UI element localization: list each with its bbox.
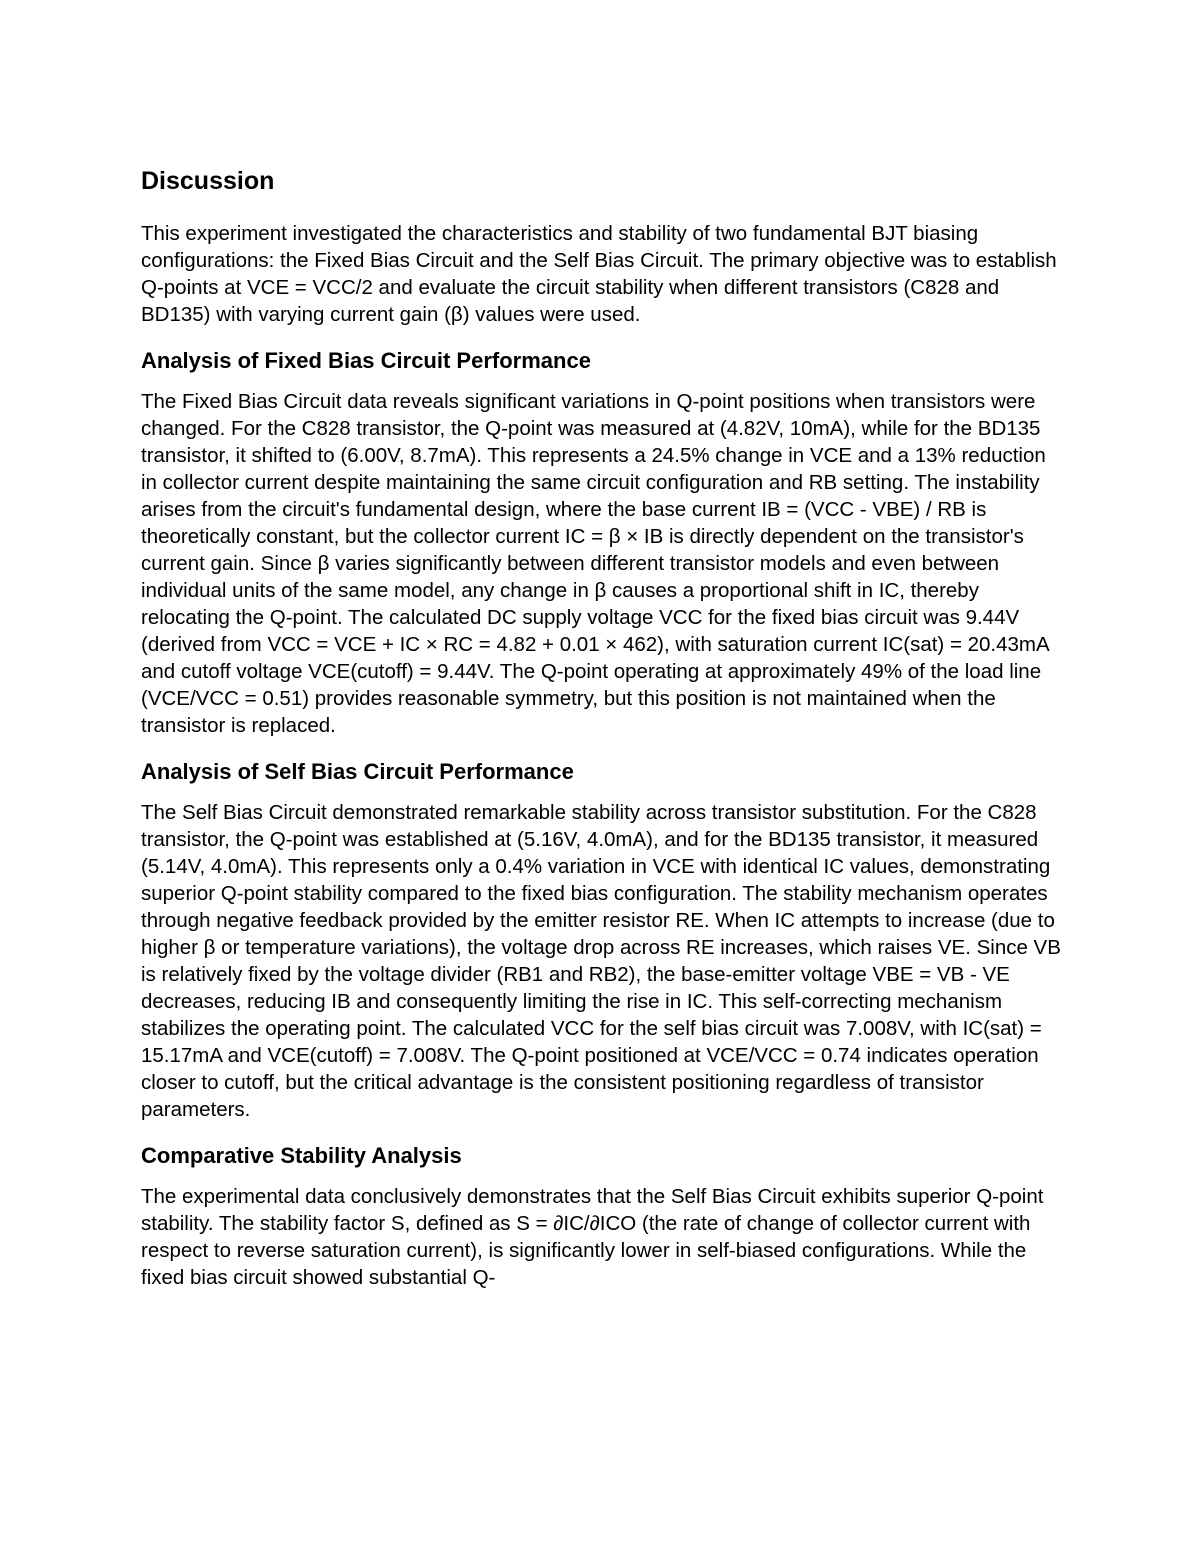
section-heading-comparative: Comparative Stability Analysis <box>141 1143 462 1168</box>
document-body <box>141 164 1061 1309</box>
section-heading-fixed-bias: Analysis of Fixed Bias Circuit Performance <box>141 348 591 373</box>
intro-paragraph: This experiment investigated the characteristics and stability of two fundamental BJT biasing configurations: the Fixed Bias Circuit and the Self Bias Circuit. The primary objective was to establish Q-points at VCE = VCC/2 and evaluate the circuit stability when different transistors (C828 and BD135) with varying current gain (β) values were used. <box>141 222 1057 326</box>
section-heading-self-bias: Analysis of Self Bias Circuit Performance <box>141 759 574 784</box>
section-body-fixed-bias: The Fixed Bias Circuit data reveals significant variations in Q-point positions when transistors were changed. For the C828 transistor, the Q-point was measured at (4.82V, 10mA), while for the BD135 transistor, it shifted to (6.00V, 8.7mA). This represents a 24.5% change in VCE and a 13% reduction in collector current despite maintaining the same circuit configuration and RB setting. The instability arises from the circuit's fundamental design, where the base current IB = (VCC - VBE) / RB is theoretically constant, but the collector current IC = β × IB is directly dependent on the transistor's current gain. Since β varies significantly between different transistor models and even between individual units of the same model, any change in β causes a proportional shift in IC, thereby relocating the Q-point. The calculated DC supply voltage VCC for the fixed bias circuit was 9.44V (derived from VCC = VCE + IC × RC = 4.82 + 0.01 × 462), with saturation current IC(sat) = 20.43mA and cutoff voltage VCE(cutoff) = 9.44V. The Q-point operating at approximately 49% of the load line (VCE/VCC = 0.51) provides reasonable symmetry, but this position is not maintained when the transistor is replaced. <box>141 390 1049 737</box>
page-title: Discussion <box>141 167 275 195</box>
section-body-self-bias: The Self Bias Circuit demonstrated remarkable stability across transistor substitution. For the C828 transistor, the Q-point was established at (5.16V, 4.0mA), and for the BD135 transistor, it measured (5.14V, 4.0mA). This represents only a 0.4% variation in VCE with identical IC values, demonstrating superior Q-point stability compared to the fixed bias configuration. The stability mechanism operates through negative feedback provided by the emitter resistor RE. When IC attempts to increase (due to higher β or temperature variations), the voltage drop across RE increases, which raises VE. Since VB is relatively fixed by the voltage divider (RB1 and RB2), the base-emitter voltage VBE = VB - VE decreases, reducing IB and consequently limiting the rise in IC. This self-correcting mechanism stabilizes the operating point. The calculated VCC for the self bias circuit was 7.008V, with IC(sat) = 15.17mA and VCE(cutoff) = 7.008V. The Q-point positioned at VCE/VCC = 0.74 indicates operation closer to cutoff, but the critical advantage is the consistent positioning regardless of transistor parameters. <box>141 801 1061 1121</box>
section-body-comparative: The experimental data conclusively demonstrates that the Self Bias Circuit exhibits superior Q-point stability. The stability factor S, defined as S = ∂IC/∂ICO (the rate of change of collector current with respect to reverse saturation current), is significantly lower in self-biased configurations. While the fixed bias circuit showed substantial Q- <box>141 1185 1044 1289</box>
